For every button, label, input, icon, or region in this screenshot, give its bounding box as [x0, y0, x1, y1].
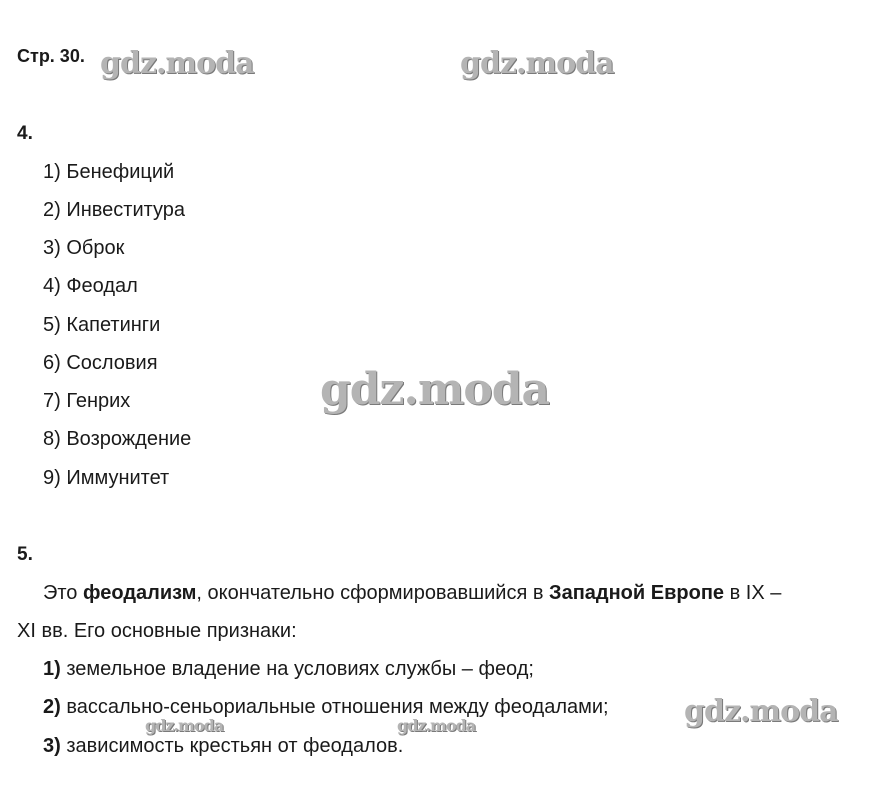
answer-item: 1) Бенефиций — [43, 161, 175, 183]
answer-item: 3) Оброк — [43, 237, 125, 259]
answer-item: 8) Возрождение — [43, 428, 192, 450]
watermark: gdz.moda — [460, 46, 614, 81]
sign-number: 3) — [43, 735, 61, 757]
answer-item: 4) Феодал — [43, 275, 138, 297]
term-feudalism: феодализм — [83, 582, 197, 604]
task-4-number: 4. — [17, 123, 33, 144]
sign-number: 2) — [43, 696, 61, 718]
sign-number: 1) — [43, 658, 61, 680]
answer-item: 7) Генрих — [43, 390, 131, 412]
task-5-number: 5. — [17, 544, 33, 565]
sign-item — [43, 696, 609, 719]
page-title: Стр. 30. — [17, 46, 85, 66]
sign-text: земельное владение на условиях службы – феод; — [60, 658, 534, 680]
answer-item: 9) Иммунитет — [43, 467, 170, 489]
sign-item — [43, 735, 403, 758]
watermark: gdz.moda — [684, 694, 838, 729]
answer-item: 6) Сословия — [43, 352, 158, 374]
watermark: gdz.moda — [320, 364, 550, 415]
task-5-intro-line-1 — [43, 582, 781, 605]
sign-item — [43, 658, 534, 681]
watermark: gdz.moda — [100, 46, 254, 81]
answer-item: 2) Инвеститура — [43, 199, 186, 221]
watermark: gdz.moda — [145, 716, 224, 735]
sign-text: вассально-сеньориальные отношения между феодалами; — [60, 696, 609, 718]
region-western-europe: Западной Европе — [549, 582, 725, 604]
sign-text: зависимость крестьян от феодалов. — [60, 735, 404, 757]
watermark: gdz.moda — [397, 716, 476, 735]
answer-item: 5) Капетинги — [43, 314, 161, 336]
intro-text: в IX – — [724, 582, 782, 604]
intro-text: Это — [43, 582, 83, 604]
task-5-intro-line-2: XI вв. Его основные признаки: — [17, 620, 297, 642]
intro-text: , окончательно сформировавшийся в — [196, 582, 550, 604]
